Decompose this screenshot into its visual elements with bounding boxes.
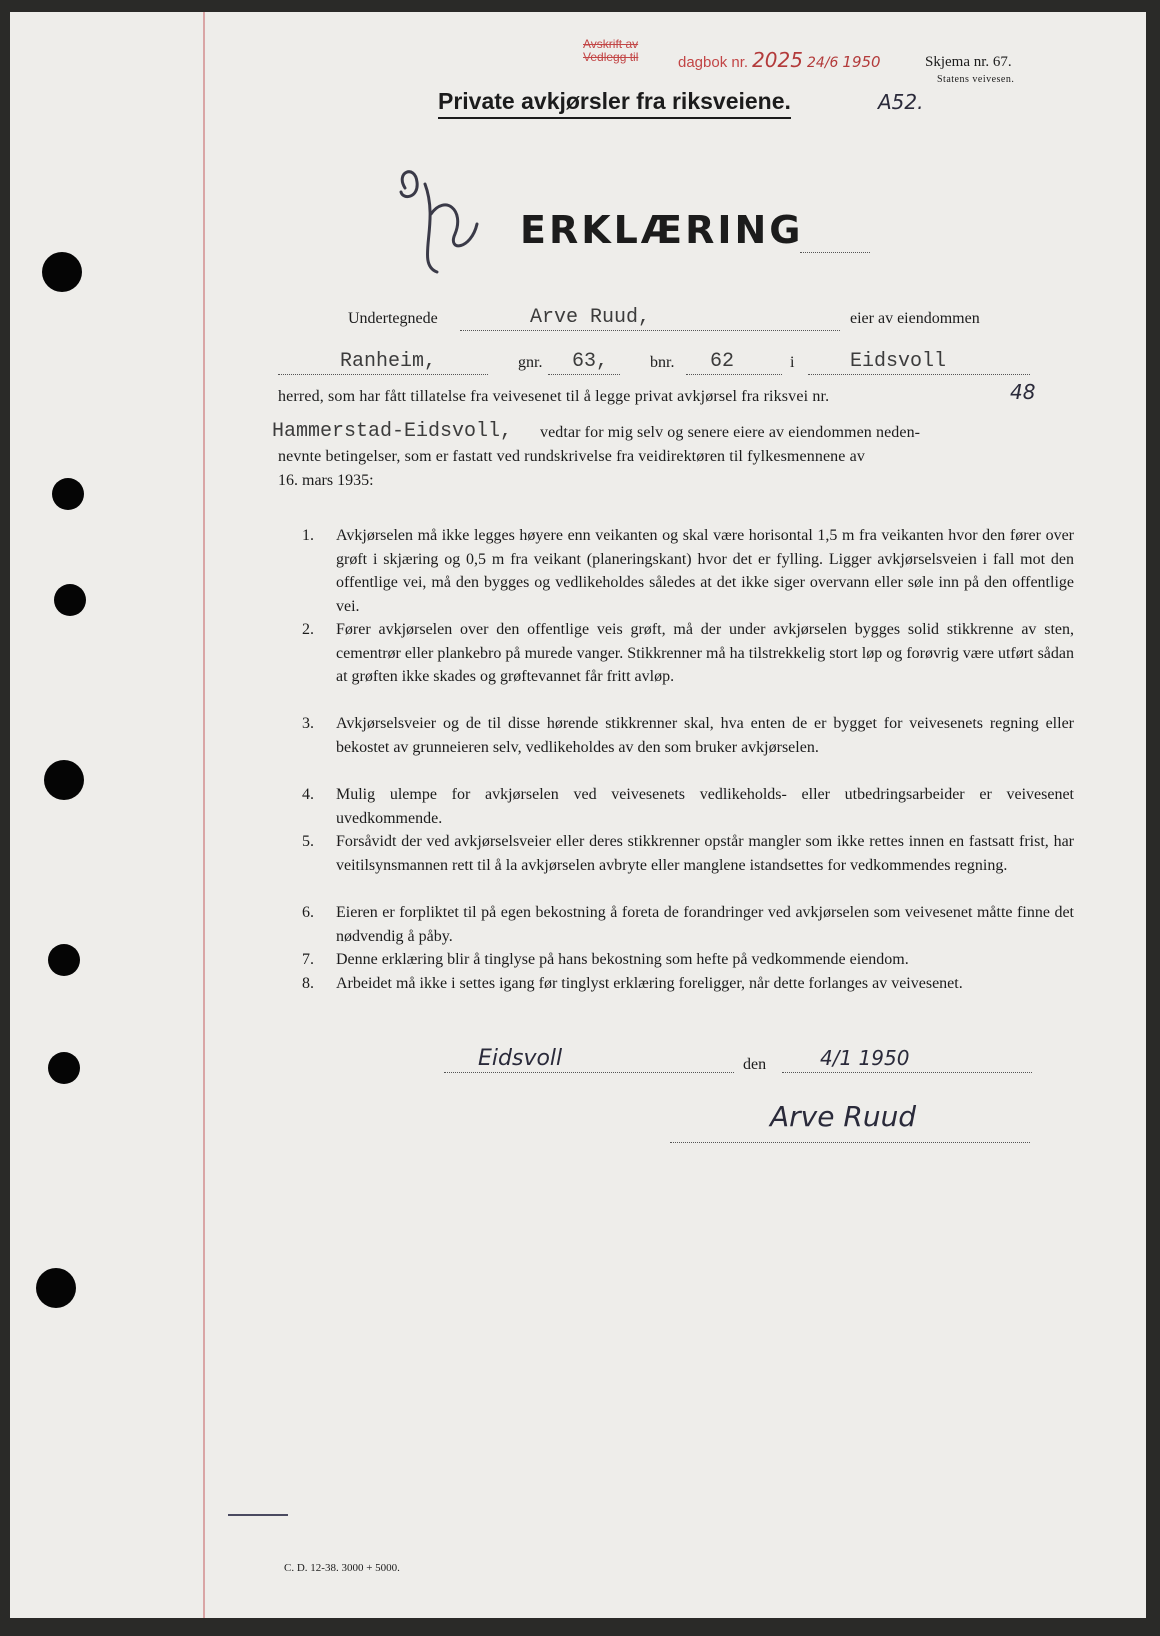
undertegnede-label: Undertegnede — [348, 310, 438, 327]
margin-line — [203, 12, 205, 1618]
copy-stamp — [583, 38, 638, 64]
punch-hole — [44, 760, 84, 800]
form-number — [925, 54, 1014, 88]
form-number-line: Skjema nr. 67. — [925, 54, 1012, 70]
condition-item — [302, 712, 1074, 783]
condition-item — [302, 830, 1074, 901]
punch-hole — [48, 944, 80, 976]
road-name: Hammerstad-Eidsvoll, — [272, 420, 513, 443]
property-name: Ranheim, — [340, 350, 437, 373]
signature-date: 4/1 1950 — [820, 1046, 910, 1070]
punch-hole — [52, 478, 84, 510]
bnr-value: 62 — [710, 350, 735, 373]
intro-text-3: 16. mars 1935: — [278, 472, 374, 489]
riksvei-number: 48 — [1010, 380, 1036, 404]
condition-number: 4. — [302, 786, 314, 803]
condition-text: Arbeidet må ikke i settes igang før tinglyst erklæring foreligger, når dette forlanges av veivesenet. — [336, 975, 963, 992]
condition-number: 5. — [302, 833, 314, 850]
stamp-line-2: Vedlegg til — [583, 50, 639, 64]
stamp-line-1: Avskrift av — [583, 37, 639, 51]
punch-hole — [42, 252, 82, 292]
condition-text: Avkjørselen må ikke legges høyere enn veikanten og skal være horisontal 1,5 m fra veikanten hvor den fører over grøft i skjæring og 0,5 m fra veikant (planeringskant) hvor det er fylling. Ligger avkjørselsveien i fall mot den offentlige vei, må den bygges og vedlikeholdes således at det ikke siger overvann eller søle inn på den offentlige vei. — [336, 527, 1074, 615]
condition-number: 8. — [302, 975, 314, 992]
bnr-label: bnr. — [650, 354, 675, 371]
municipality: Eidsvoll — [850, 350, 947, 373]
intro-text-1: vedtar for mig selv og senere eiere av eiendommen neden- — [540, 424, 921, 441]
form-title: Private avkjørsler fra riksveiene. — [438, 88, 791, 119]
punch-hole — [54, 584, 86, 616]
intro-text-2: nevnte betingelser, som er fastatt ved rundskrivelse fra veidirektøren til fylkesmennene av — [278, 448, 865, 465]
condition-text: Denne erklæring blir å tinglyse på hans bekostning som hefte på vedkommende eiendom. — [336, 951, 909, 968]
ink-mark — [228, 1514, 288, 1516]
condition-item — [302, 618, 1074, 712]
punch-hole — [36, 1268, 76, 1308]
condition-text: Fører avkjørselen over den offentlige veis grøft, må der under avkjørselen bygges solid stikkrenne av sten, cementrør eller plankebro på murede vanger. Stikkrenner må ha tilstrekkelig stort løp og forøvrig være utført sådan at grøften ikke skades og grøftevannet får fritt avløp. — [336, 621, 1074, 685]
dagbok-line — [678, 48, 881, 72]
condition-text: Avkjørselsveier og de til disse hørende stikkrenner skal, hva enten de er bygget for veivesenets regning eller bekostet av grunneieren selv, vedlikeholdes av den som bruker avkjørselen. — [336, 715, 1074, 756]
form-reference: A52. — [878, 90, 924, 114]
dagbok-date: 24/6 — [806, 55, 839, 71]
signature-name: Arve Ruud — [770, 1100, 917, 1133]
handwritten-initials — [385, 154, 495, 284]
condition-item — [302, 972, 1074, 1019]
dagbok-year: 1950 — [842, 53, 881, 71]
condition-item — [302, 948, 1074, 972]
eier-label: eier av eiendommen — [850, 310, 980, 327]
condition-item — [302, 524, 1074, 618]
condition-text: Eieren er forpliktet til på egen bekostning å foreta de forandringer ved avkjørselen som veivesenet måtte finne det nødvendig å påby. — [336, 904, 1074, 945]
punch-hole — [48, 1052, 80, 1084]
form-issuer: Statens veivesen. — [937, 74, 1015, 85]
print-code: C. D. 12-38. 3000 + 5000. — [284, 1562, 400, 1574]
document-heading: ERKLÆRING — [520, 208, 804, 252]
condition-number: 6. — [302, 904, 314, 921]
herred-text: herred, som har fått tillatelse fra veivesenet til å legge privat avkjørsel fra riksvei nr. — [278, 388, 830, 405]
condition-number: 1. — [302, 527, 314, 544]
den-label: den — [743, 1056, 767, 1073]
signature-place: Eidsvoll — [478, 1046, 563, 1071]
condition-number: 3. — [302, 715, 314, 732]
document-sheet — [10, 12, 1146, 1618]
gnr-label: gnr. — [518, 354, 543, 371]
conditions-list — [302, 524, 1074, 1019]
condition-text: Forsåvidt der ved avkjørselsveier eller deres stikkrenner opstår mangler som ikke rettes innen en fastsatt frist, har veitilsynsmannen rett til å la avkjørselen avbryte eller manglene istandsettes for vedkommendes regning. — [336, 833, 1074, 874]
condition-number: 2. — [302, 621, 314, 638]
dagbok-number: 2025 — [752, 48, 803, 72]
condition-number: 7. — [302, 951, 314, 968]
condition-item — [302, 901, 1074, 948]
gnr-value: 63, — [572, 350, 609, 373]
dagbok-label: dagbok nr. — [678, 54, 749, 71]
condition-item — [302, 783, 1074, 830]
owner-name: Arve Ruud, — [530, 306, 651, 329]
i-label: i — [790, 354, 795, 371]
condition-text: Mulig ulempe for avkjørselen ved veivesenets vedlikeholds- eller utbedringsarbeider er veivesenet uvedkommende. — [336, 786, 1074, 827]
